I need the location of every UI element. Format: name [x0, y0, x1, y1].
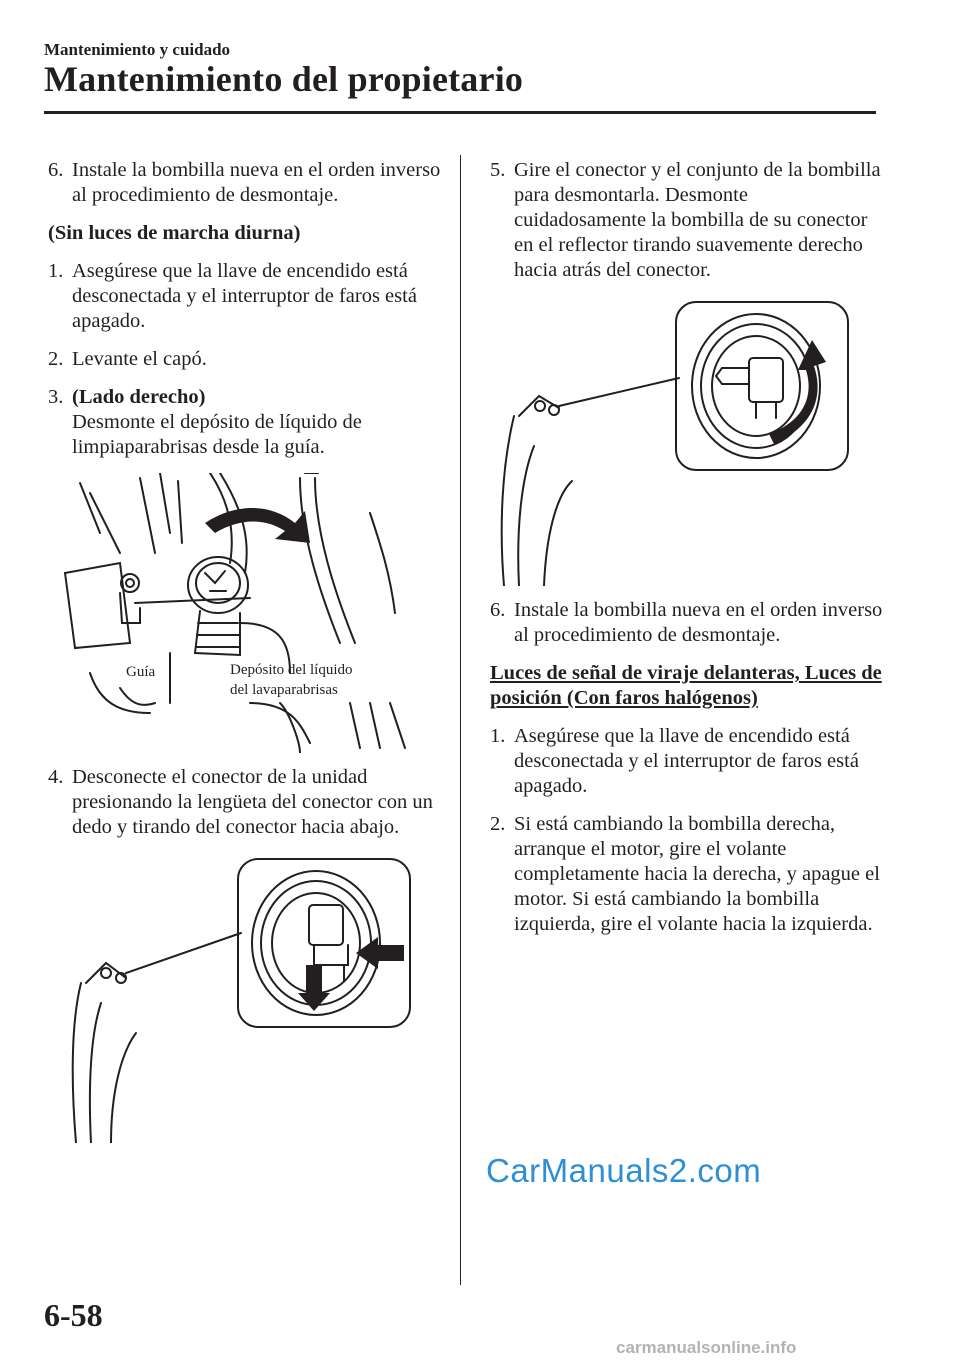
- step-number: 6.: [48, 159, 64, 181]
- step-text: Asegúrese que la llave de encendido está desconectada y el interruptor de faros está apagado.: [514, 725, 859, 797]
- step-text: Desconecte el conector de la unidad presionando la lengüeta del conector con un dedo y tirando del conector hacia abajo.: [72, 766, 433, 838]
- washer-reservoir-illustration: [60, 473, 420, 753]
- step-number: 4.: [48, 766, 64, 788]
- page-number: 6-58: [44, 1297, 103, 1333]
- column-divider: [460, 155, 461, 1285]
- right-column: [490, 158, 885, 950]
- label-reservoir-line1: Depósito del líquido: [230, 662, 353, 678]
- left-step-3: [48, 385, 443, 460]
- section-heading-turn-signals: Luces de señal de viraje delanteras, Luces de posición (Con faros halógenos): [490, 662, 882, 709]
- figure-rotate-bulb: [494, 296, 864, 586]
- bulb-rotate-illustration: [494, 296, 864, 586]
- right-step-6: [490, 598, 885, 648]
- figure-washer-reservoir: [60, 473, 420, 753]
- figure-disconnect-connector: [66, 853, 436, 1143]
- watermark-carmanuals2: CarManuals2.com: [486, 1152, 762, 1189]
- step-text: Asegúrese que la llave de encendido está desconectada y el interruptor de faros está apagado.: [72, 260, 417, 332]
- header-rule: [44, 111, 876, 114]
- page-title: Mantenimiento del propietario: [44, 59, 524, 99]
- left-step-1: [48, 259, 443, 334]
- step-number: 1.: [48, 260, 64, 282]
- step-number: 6.: [490, 599, 506, 621]
- label-reservoir-line2: del lavaparabrisas: [230, 682, 338, 698]
- rotate-bulb-arrow-icon: [769, 340, 826, 444]
- label-guide: Guía: [126, 664, 156, 680]
- step-text: Instale la bombilla nueva en el orden inverso al procedimiento de desmontaje.: [514, 599, 883, 646]
- rotate-arrow-icon: [205, 508, 310, 543]
- left-column: [48, 158, 443, 1155]
- step-number: 5.: [490, 159, 506, 181]
- step-number: 2.: [490, 813, 506, 835]
- step-text: Desmonte el depósito de líquido de limpiaparabrisas desde la guía.: [72, 411, 362, 458]
- step-text: Levante el capó.: [72, 348, 207, 370]
- connector-illustration: [66, 853, 436, 1143]
- step-text: Instale la bombilla nueva en el orden inverso al procedimiento de desmontaje.: [72, 159, 441, 206]
- right-step-1: [490, 724, 885, 799]
- right-step-2: [490, 812, 885, 937]
- right-step-5: [490, 158, 885, 283]
- step-text: Si está cambiando la bombilla derecha, arranque el motor, gire el volante completamente hacia la derecha, y apague el motor. Si está cambiando la bombilla izquierda, gire el volante hacia la izquierda.: [514, 813, 880, 935]
- left-step-6: [48, 158, 443, 208]
- subheading-no-drl: (Sin luces de marcha diurna): [48, 222, 301, 244]
- step-text: Gire el conector y el conjunto de la bombilla para desmontarla. Desmonte cuidadosamente la bombilla de su conector en el reflector tirando suavemente derecho hacia atrás del conector.: [514, 159, 881, 281]
- left-step-2: [48, 347, 443, 372]
- section-label: Mantenimiento y cuidado: [44, 40, 231, 59]
- left-step-4: [48, 765, 443, 840]
- step-number: 1.: [490, 725, 506, 747]
- step-number: 2.: [48, 348, 64, 370]
- step-number: 3.: [48, 386, 64, 408]
- watermark-footer: carmanualsonline.info: [616, 1338, 797, 1357]
- step-bold-text: (Lado derecho): [72, 386, 206, 408]
